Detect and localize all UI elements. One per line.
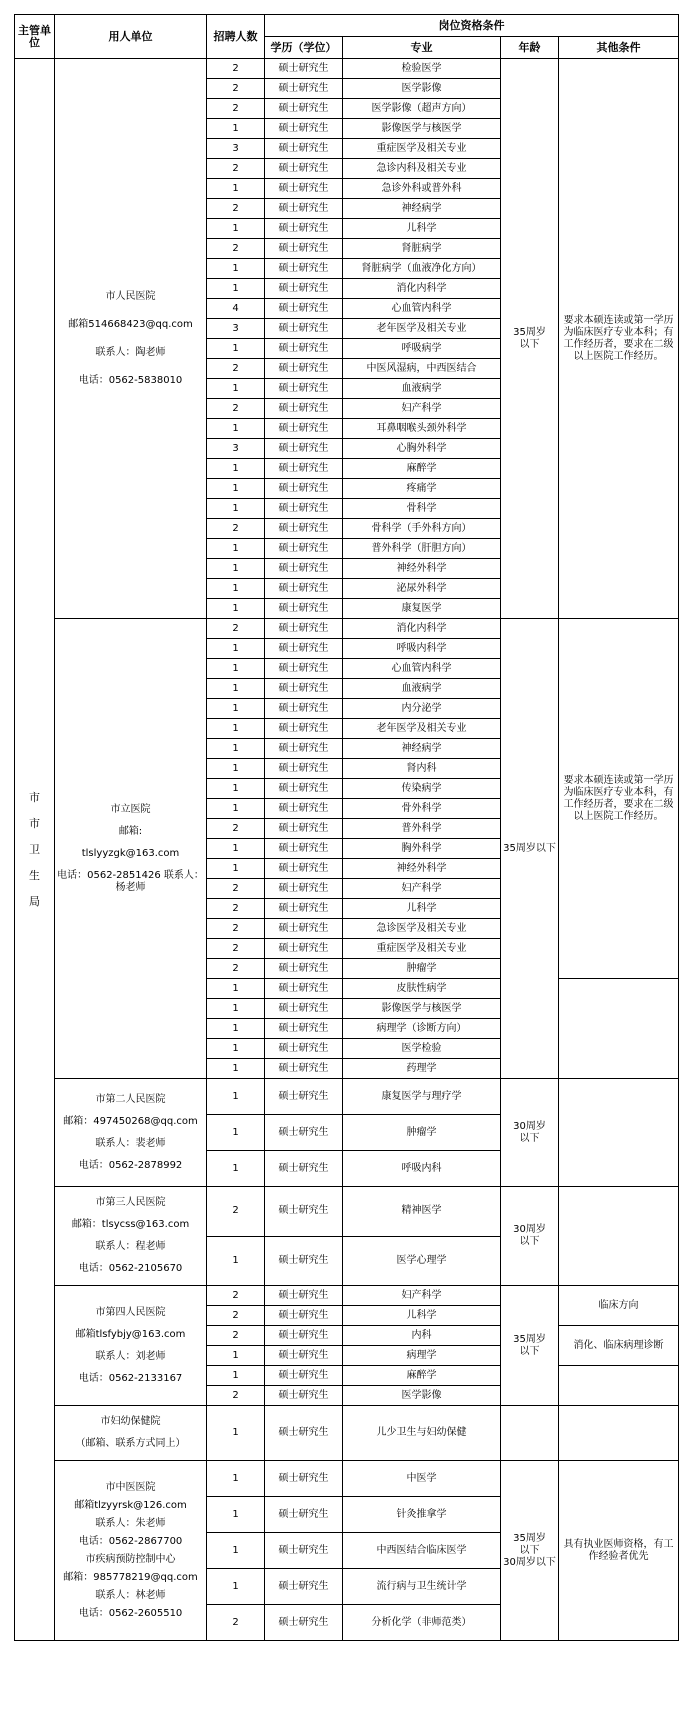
- age-line: 以下: [519, 1236, 540, 1247]
- major-cell: 针灸推拿学: [343, 1497, 501, 1533]
- count-cell: 2: [207, 99, 265, 119]
- count-cell: 1: [207, 799, 265, 819]
- education-cell: 硕士研究生: [265, 759, 343, 779]
- count-cell: 2: [207, 959, 265, 979]
- unit-line: 电话：0562-2878992: [78, 1159, 183, 1171]
- count-cell: 2: [207, 619, 265, 639]
- unit-line: 电话：0562-2605510: [78, 1607, 183, 1619]
- count-cell: 2: [207, 79, 265, 99]
- count-cell: 1: [207, 219, 265, 239]
- education-cell: 硕士研究生: [265, 999, 343, 1019]
- unit-cell: [55, 1079, 207, 1187]
- unit-line: 电话：0562-2133167: [78, 1372, 183, 1384]
- education-cell: 硕士研究生: [265, 239, 343, 259]
- table-row: [15, 1187, 679, 1237]
- unit-line: 邮箱：985778219@qq.com: [63, 1571, 198, 1583]
- education-cell: 硕士研究生: [265, 279, 343, 299]
- major-cell: 妇产科学: [343, 879, 501, 899]
- count-cell: 2: [207, 1326, 265, 1346]
- count-cell: 2: [207, 1386, 265, 1406]
- other-cell: [559, 1187, 679, 1286]
- major-cell: 精神医学: [343, 1187, 501, 1237]
- age-line: 30周岁: [513, 1120, 546, 1132]
- education-cell: 硕士研究生: [265, 1286, 343, 1306]
- education-cell: 硕士研究生: [265, 119, 343, 139]
- count-cell: 1: [207, 1151, 265, 1187]
- count-cell: 2: [207, 819, 265, 839]
- unit-line: 电话：0562-2105670: [78, 1263, 183, 1274]
- count-cell: 1: [207, 479, 265, 499]
- table-row: [15, 59, 679, 79]
- education-cell: 硕士研究生: [265, 179, 343, 199]
- unit-line: 市中医医院: [105, 1481, 156, 1493]
- major-cell: 老年医学及相关专业: [343, 719, 501, 739]
- education-cell: 硕士研究生: [265, 1605, 343, 1641]
- other-cell: 具有执业医师资格，有工作经验者优先: [559, 1461, 679, 1641]
- major-cell: 医学影像: [343, 1386, 501, 1406]
- major-cell: 重症医学及相关专业: [343, 939, 501, 959]
- major-cell: 神经病学: [343, 199, 501, 219]
- major-cell: 康复医学与理疗学: [343, 1079, 501, 1115]
- department-char: 生: [29, 868, 40, 882]
- unit-line: 联系人：裴老师: [95, 1137, 166, 1149]
- major-cell: 病理学: [343, 1346, 501, 1366]
- education-cell: 硕士研究生: [265, 1386, 343, 1406]
- count-cell: 3: [207, 439, 265, 459]
- count-cell: 1: [207, 979, 265, 999]
- major-cell: 神经外科学: [343, 859, 501, 879]
- education-cell: 硕士研究生: [265, 159, 343, 179]
- unit-line: 市人民医院: [105, 290, 156, 302]
- age-line: 35周岁: [513, 1532, 546, 1544]
- major-cell: 重症医学及相关专业: [343, 139, 501, 159]
- unit-line: 联系人：程老师: [95, 1241, 166, 1252]
- education-cell: 硕士研究生: [265, 839, 343, 859]
- education-cell: 硕士研究生: [265, 439, 343, 459]
- other-cell: 临床方向: [559, 1286, 679, 1326]
- count-cell: 2: [207, 59, 265, 79]
- education-cell: 硕士研究生: [265, 699, 343, 719]
- count-cell: 1: [207, 1366, 265, 1386]
- education-cell: 硕士研究生: [265, 719, 343, 739]
- count-cell: 4: [207, 299, 265, 319]
- header-count: 招聘人数: [207, 15, 265, 59]
- unit-line: （邮箱、联系方式同上）: [75, 1438, 186, 1449]
- unit-cell: [55, 1406, 207, 1461]
- education-cell: 硕士研究生: [265, 1039, 343, 1059]
- other-cell: 要求本硕连读或第一学历为临床医疗专业本科，有工作经历者，要求在二级以上医院工作经历。: [559, 619, 679, 979]
- unit-line: 电话：0562-2867700: [78, 1535, 183, 1547]
- age-cell: [501, 1079, 559, 1187]
- education-cell: 硕士研究生: [265, 1569, 343, 1605]
- major-cell: 骨科学: [343, 499, 501, 519]
- count-cell: 1: [207, 839, 265, 859]
- count-cell: 1: [207, 499, 265, 519]
- count-cell: 2: [207, 899, 265, 919]
- age-cell: [501, 1461, 559, 1641]
- education-cell: 硕士研究生: [265, 499, 343, 519]
- education-cell: 硕士研究生: [265, 639, 343, 659]
- count-cell: 3: [207, 139, 265, 159]
- education-cell: 硕士研究生: [265, 479, 343, 499]
- age-line: 35周岁以下: [503, 842, 556, 854]
- major-cell: 心胸外科学: [343, 439, 501, 459]
- education-cell: 硕士研究生: [265, 579, 343, 599]
- major-cell: 呼吸内科学: [343, 639, 501, 659]
- unit-line: 电话：0562-2851426 联系人：杨老师: [57, 869, 204, 893]
- education-cell: 硕士研究生: [265, 1059, 343, 1079]
- major-cell: 消化内科学: [343, 619, 501, 639]
- education-cell: 硕士研究生: [265, 819, 343, 839]
- count-cell: 1: [207, 699, 265, 719]
- unit-line: 邮箱:: [118, 825, 143, 837]
- count-cell: 1: [207, 279, 265, 299]
- count-cell: 2: [207, 939, 265, 959]
- education-cell: 硕士研究生: [265, 1115, 343, 1151]
- education-cell: 硕士研究生: [265, 259, 343, 279]
- age-line: 以下: [519, 1345, 540, 1357]
- major-cell: 神经外科学: [343, 559, 501, 579]
- count-cell: 1: [207, 459, 265, 479]
- major-cell: 急诊外科或普外科: [343, 179, 501, 199]
- age-cell: [501, 1406, 559, 1461]
- age-line: 30周岁以下: [503, 1556, 556, 1568]
- major-cell: 肾内科: [343, 759, 501, 779]
- count-cell: 1: [207, 739, 265, 759]
- major-cell: 分析化学（非师范类）: [343, 1605, 501, 1641]
- count-cell: 1: [207, 599, 265, 619]
- major-cell: 胸外科学: [343, 839, 501, 859]
- count-cell: 1: [207, 579, 265, 599]
- count-cell: 1: [207, 259, 265, 279]
- count-cell: 1: [207, 759, 265, 779]
- count-cell: 2: [207, 919, 265, 939]
- major-cell: 血液病学: [343, 379, 501, 399]
- other-cell: [559, 979, 679, 1079]
- major-cell: 影像医学与核医学: [343, 119, 501, 139]
- education-cell: 硕士研究生: [265, 1346, 343, 1366]
- table-body: [15, 59, 679, 1641]
- major-cell: 肾脏病学: [343, 239, 501, 259]
- education-cell: 硕士研究生: [265, 899, 343, 919]
- education-cell: 硕士研究生: [265, 1151, 343, 1187]
- major-cell: 医学影像: [343, 79, 501, 99]
- education-cell: 硕士研究生: [265, 739, 343, 759]
- major-cell: 中医学: [343, 1461, 501, 1497]
- department-char: 市: [29, 816, 40, 830]
- unit-cell: [55, 1286, 207, 1406]
- other-cell: [559, 1366, 679, 1406]
- major-cell: 医学心理学: [343, 1236, 501, 1286]
- education-cell: 硕士研究生: [265, 1533, 343, 1569]
- major-cell: 儿科学: [343, 899, 501, 919]
- major-cell: 泌尿外科学: [343, 579, 501, 599]
- department-cell: [15, 59, 55, 1641]
- education-cell: 硕士研究生: [265, 679, 343, 699]
- major-cell: 麻醉学: [343, 459, 501, 479]
- major-cell: 药理学: [343, 1059, 501, 1079]
- education-cell: 硕士研究生: [265, 319, 343, 339]
- count-cell: 1: [207, 659, 265, 679]
- count-cell: 1: [207, 1346, 265, 1366]
- header-unit: 用人单位: [55, 15, 207, 59]
- major-cell: 心血管内科学: [343, 299, 501, 319]
- count-cell: 2: [207, 1187, 265, 1237]
- major-cell: 普外科学（肝胆方向）: [343, 539, 501, 559]
- major-cell: 心血管内科学: [343, 659, 501, 679]
- education-cell: 硕士研究生: [265, 939, 343, 959]
- education-cell: 硕士研究生: [265, 79, 343, 99]
- education-cell: 硕士研究生: [265, 299, 343, 319]
- age-line: 以下: [519, 338, 540, 350]
- major-cell: 影像医学与核医学: [343, 999, 501, 1019]
- education-cell: 硕士研究生: [265, 1461, 343, 1497]
- count-cell: 1: [207, 639, 265, 659]
- education-cell: 硕士研究生: [265, 1236, 343, 1286]
- age-line: 30周岁: [513, 1224, 546, 1235]
- major-cell: 肿瘤学: [343, 959, 501, 979]
- count-cell: 2: [207, 399, 265, 419]
- major-cell: 病理学（诊断方向）: [343, 1019, 501, 1039]
- education-cell: 硕士研究生: [265, 139, 343, 159]
- education-cell: 硕士研究生: [265, 419, 343, 439]
- count-cell: 2: [207, 1306, 265, 1326]
- major-cell: 康复医学: [343, 599, 501, 619]
- education-cell: 硕士研究生: [265, 919, 343, 939]
- table-row: [15, 1461, 679, 1497]
- education-cell: 硕士研究生: [265, 859, 343, 879]
- table-row: [15, 1286, 679, 1306]
- unit-line: 邮箱tlsfybjy@163.com: [75, 1328, 186, 1340]
- count-cell: 2: [207, 1286, 265, 1306]
- unit-cell: [55, 619, 207, 1079]
- major-cell: 骨科学（手外科方向）: [343, 519, 501, 539]
- major-cell: 皮肤性病学: [343, 979, 501, 999]
- age-cell: [501, 59, 559, 619]
- other-cell: 消化、临床病理诊断: [559, 1326, 679, 1366]
- major-cell: 骨外科学: [343, 799, 501, 819]
- major-cell: 中医风湿病，中西医结合: [343, 359, 501, 379]
- education-cell: 硕士研究生: [265, 1406, 343, 1461]
- age-cell: [501, 619, 559, 1079]
- header-age: 年龄: [501, 37, 559, 59]
- unit-line: 邮箱tlzyyrsk@126.com: [74, 1499, 187, 1511]
- unit-cell: [55, 59, 207, 619]
- education-cell: 硕士研究生: [265, 619, 343, 639]
- major-cell: 神经病学: [343, 739, 501, 759]
- education-cell: 硕士研究生: [265, 659, 343, 679]
- count-cell: 2: [207, 879, 265, 899]
- unit-line: 联系人：林老师: [95, 1589, 166, 1601]
- count-cell: 2: [207, 159, 265, 179]
- other-cell: [559, 1079, 679, 1187]
- major-cell: 内科: [343, 1326, 501, 1346]
- unit-line: 市立医院: [110, 803, 151, 815]
- count-cell: 1: [207, 539, 265, 559]
- age-cell: [501, 1187, 559, 1286]
- count-cell: 1: [207, 1569, 265, 1605]
- unit-cell: [55, 1461, 207, 1641]
- major-cell: 儿科学: [343, 1306, 501, 1326]
- major-cell: 传染病学: [343, 779, 501, 799]
- education-cell: 硕士研究生: [265, 199, 343, 219]
- education-cell: 硕士研究生: [265, 339, 343, 359]
- major-cell: 中西医结合临床医学: [343, 1533, 501, 1569]
- count-cell: 1: [207, 1115, 265, 1151]
- education-cell: 硕士研究生: [265, 959, 343, 979]
- count-cell: 2: [207, 1605, 265, 1641]
- education-cell: 硕士研究生: [265, 1366, 343, 1386]
- education-cell: 硕士研究生: [265, 99, 343, 119]
- major-cell: 妇产科学: [343, 399, 501, 419]
- major-cell: 内分泌学: [343, 699, 501, 719]
- unit-line: 联系人：刘老师: [95, 1350, 166, 1362]
- unit-cell: [55, 1187, 207, 1286]
- unit-line: 邮箱：497450268@qq.com: [63, 1115, 198, 1127]
- unit-line: 市疾病预防控制中心: [85, 1553, 176, 1565]
- education-cell: 硕士研究生: [265, 379, 343, 399]
- education-cell: 硕士研究生: [265, 599, 343, 619]
- other-cell: [559, 1406, 679, 1461]
- count-cell: 1: [207, 419, 265, 439]
- education-cell: 硕士研究生: [265, 799, 343, 819]
- major-cell: 急诊内科及相关专业: [343, 159, 501, 179]
- unit-line: 电话：0562-5838010: [78, 374, 183, 386]
- education-cell: 硕士研究生: [265, 59, 343, 79]
- count-cell: 1: [207, 1497, 265, 1533]
- count-cell: 1: [207, 1236, 265, 1286]
- table-row: [15, 1406, 679, 1461]
- header-other: 其他条件: [559, 37, 679, 59]
- count-cell: 2: [207, 359, 265, 379]
- count-cell: 1: [207, 999, 265, 1019]
- major-cell: 医学检验: [343, 1039, 501, 1059]
- count-cell: 2: [207, 519, 265, 539]
- major-cell: 儿科学: [343, 219, 501, 239]
- major-cell: 肾脏病学（血液净化方向）: [343, 259, 501, 279]
- major-cell: 耳鼻咽喉头颈外科学: [343, 419, 501, 439]
- count-cell: 3: [207, 319, 265, 339]
- header-conditions: 岗位资格条件: [265, 15, 679, 37]
- count-cell: 1: [207, 1039, 265, 1059]
- unit-line: 市妇幼保健院: [100, 1416, 161, 1427]
- education-cell: 硕士研究生: [265, 1019, 343, 1039]
- table-row: [15, 619, 679, 639]
- count-cell: 1: [207, 179, 265, 199]
- unit-line: 联系人：陶老师: [95, 346, 166, 358]
- education-cell: 硕士研究生: [265, 979, 343, 999]
- count-cell: 1: [207, 339, 265, 359]
- header-major: 专业: [343, 37, 501, 59]
- unit-line: 邮箱：tlsycss@163.com: [71, 1219, 190, 1230]
- education-cell: 硕士研究生: [265, 1497, 343, 1533]
- major-cell: 消化内科学: [343, 279, 501, 299]
- department-char: 市: [29, 790, 40, 804]
- major-cell: 老年医学及相关专业: [343, 319, 501, 339]
- count-cell: 1: [207, 679, 265, 699]
- count-cell: 1: [207, 1019, 265, 1039]
- education-cell: 硕士研究生: [265, 539, 343, 559]
- major-cell: 呼吸病学: [343, 339, 501, 359]
- major-cell: 医学影像（超声方向）: [343, 99, 501, 119]
- education-cell: 硕士研究生: [265, 1079, 343, 1115]
- count-cell: 1: [207, 859, 265, 879]
- recruitment-table: [14, 14, 679, 1641]
- major-cell: 检验医学: [343, 59, 501, 79]
- education-cell: 硕士研究生: [265, 359, 343, 379]
- major-cell: 呼吸内科: [343, 1151, 501, 1187]
- education-cell: 硕士研究生: [265, 879, 343, 899]
- unit-line: 市第三人民医院: [95, 1197, 166, 1208]
- department-char: 局: [29, 894, 40, 908]
- count-cell: 1: [207, 379, 265, 399]
- header-dept: 主管单位: [15, 15, 55, 59]
- education-cell: 硕士研究生: [265, 399, 343, 419]
- count-cell: 1: [207, 1533, 265, 1569]
- age-cell: [501, 1286, 559, 1406]
- major-cell: 妇产科学: [343, 1286, 501, 1306]
- unit-line: 联系人：朱老师: [95, 1517, 166, 1529]
- other-cell: 要求本硕连读或第一学历为临床医疗专业本科；有工作经历者，要求在二级以上医院工作经历。: [559, 59, 679, 619]
- major-cell: 肿瘤学: [343, 1115, 501, 1151]
- unit-line: 邮箱514668423@qq.com: [68, 318, 193, 330]
- count-cell: 1: [207, 719, 265, 739]
- major-cell: 普外科学: [343, 819, 501, 839]
- education-cell: 硕士研究生: [265, 219, 343, 239]
- major-cell: 流行病与卫生统计学: [343, 1569, 501, 1605]
- unit-line: tlslyyzgk@163.com: [81, 847, 180, 859]
- count-cell: 1: [207, 779, 265, 799]
- age-line: 以下: [519, 1132, 540, 1144]
- count-cell: 1: [207, 1461, 265, 1497]
- count-cell: 2: [207, 239, 265, 259]
- count-cell: 1: [207, 1406, 265, 1461]
- unit-line: 市第四人民医院: [95, 1306, 166, 1318]
- education-cell: 硕士研究生: [265, 1326, 343, 1346]
- education-cell: 硕士研究生: [265, 459, 343, 479]
- major-cell: 疼痛学: [343, 479, 501, 499]
- age-line: 以下: [519, 1544, 540, 1556]
- education-cell: 硕士研究生: [265, 779, 343, 799]
- table-row: [15, 1079, 679, 1115]
- unit-line: 市第二人民医院: [95, 1093, 166, 1105]
- count-cell: 1: [207, 1079, 265, 1115]
- count-cell: 1: [207, 559, 265, 579]
- department-char: 卫: [29, 842, 40, 856]
- age-line: 35周岁: [513, 1333, 546, 1345]
- header-edu: 学历（学位）: [265, 37, 343, 59]
- major-cell: 麻醉学: [343, 1366, 501, 1386]
- age-line: 35周岁: [513, 326, 546, 338]
- education-cell: 硕士研究生: [265, 1187, 343, 1237]
- education-cell: 硕士研究生: [265, 559, 343, 579]
- major-cell: 血液病学: [343, 679, 501, 699]
- major-cell: 急诊医学及相关专业: [343, 919, 501, 939]
- count-cell: 1: [207, 119, 265, 139]
- count-cell: 2: [207, 199, 265, 219]
- major-cell: 儿少卫生与妇幼保健: [343, 1406, 501, 1461]
- education-cell: 硕士研究生: [265, 519, 343, 539]
- count-cell: 1: [207, 1059, 265, 1079]
- education-cell: 硕士研究生: [265, 1306, 343, 1326]
